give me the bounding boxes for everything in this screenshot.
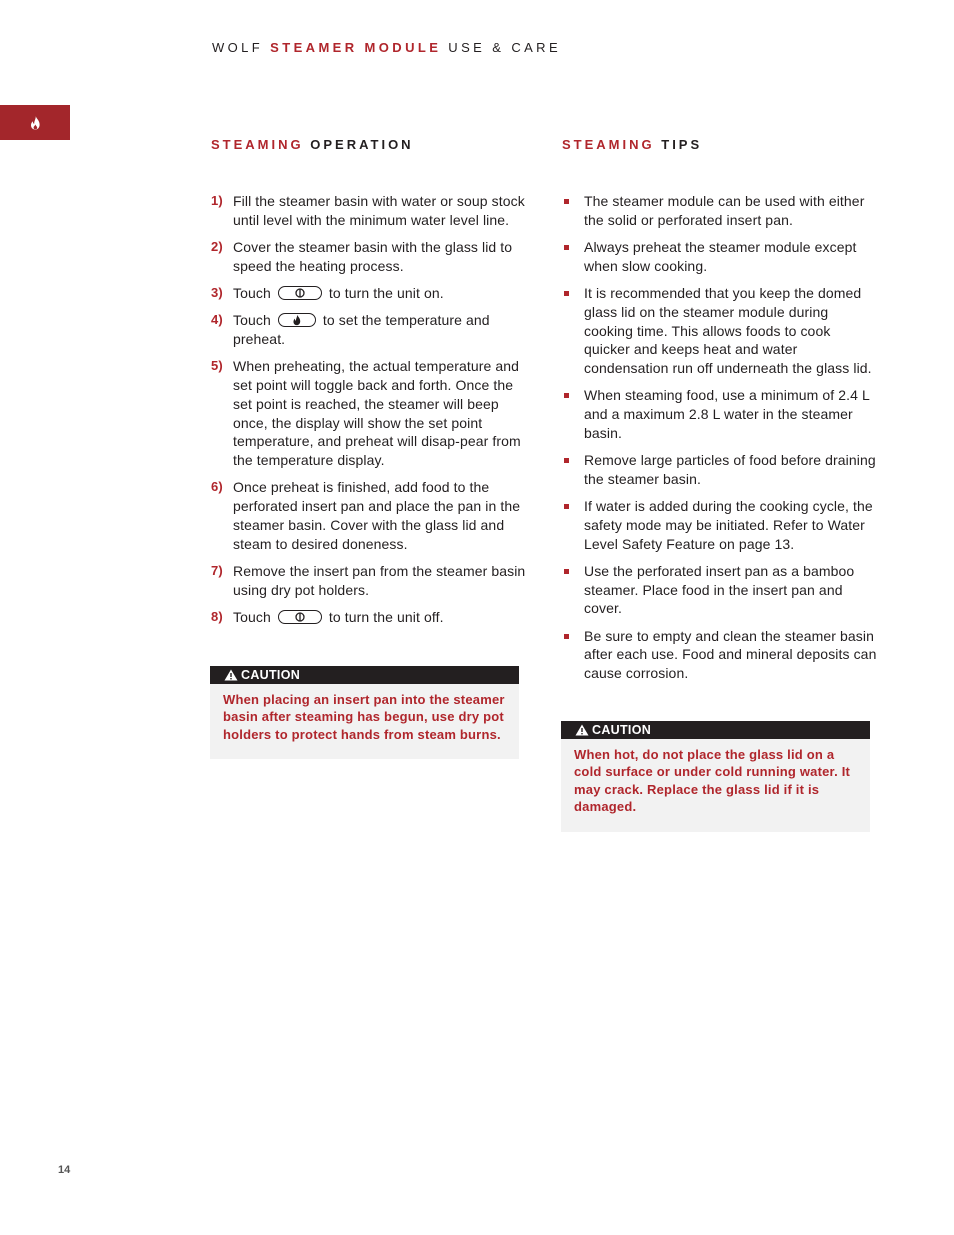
operation-heading-rest: OPERATION: [310, 137, 414, 152]
step-text: to turn the unit off.: [328, 608, 444, 625]
caution-label: CAUTION: [241, 668, 301, 682]
tip-item: [562, 562, 880, 618]
tips-heading: [562, 137, 880, 152]
step-text: Once preheat is finished, add food to the perforated insert pan and place the pan in the steamer basin. Cover with the glass lid and steam to desired doneness.: [233, 479, 521, 552]
tips-list: [562, 192, 880, 683]
step-text: Fill the steamer basin with water or soup stock until level with the minimum water level line.: [233, 193, 525, 228]
tips-heading-rest: TIPS: [661, 137, 703, 152]
tip-item: [562, 386, 880, 442]
tip-item: [562, 451, 880, 489]
caution-label: CAUTION: [592, 723, 652, 737]
page-number: 14: [58, 1164, 71, 1176]
step-item: [211, 192, 531, 230]
tip-item: [562, 497, 880, 553]
header-product: STEAMER MODULE: [270, 40, 442, 55]
tip-item: [562, 238, 880, 276]
step-number: 2): [211, 238, 223, 254]
step-text: to turn the unit on.: [328, 284, 444, 301]
step-item: [211, 238, 531, 276]
tip-text: Always preheat the steamer module except when slow cooking.: [584, 238, 857, 274]
bullet-square-icon: [564, 291, 569, 296]
step-number: 7): [211, 562, 223, 578]
step-text: Touch: [233, 284, 271, 301]
tip-text: If water is added during the cooking cycle, the safety mode may be initiated. Refer to Water Level Safety Feature on page 13.: [584, 498, 873, 552]
step-item: [211, 284, 531, 303]
power-button-icon: [278, 286, 322, 300]
header-suffix: USE & CARE: [448, 40, 562, 55]
operation-heading-accent: STEAMING: [211, 137, 304, 152]
step-item: [211, 562, 531, 600]
bullet-square-icon: [564, 634, 569, 639]
step-item: [211, 478, 531, 553]
step-text: to set the temperature and preheat.: [233, 312, 490, 347]
step-item: [211, 608, 531, 627]
step-number: 8): [211, 608, 223, 624]
tips-heading-accent: STEAMING: [562, 137, 655, 152]
step-number: 3): [211, 284, 223, 300]
bullet-square-icon: [564, 199, 569, 204]
steam-button-icon: [278, 313, 316, 327]
step-text: Touch: [233, 312, 271, 329]
tip-text: The steamer module can be used with either the solid or perforated insert pan.: [584, 193, 865, 228]
flame-icon: [30, 116, 41, 130]
tip-item: [562, 284, 880, 378]
step-item: [211, 357, 531, 470]
running-header: [212, 40, 561, 55]
step-text: Remove the insert pan from the steamer basin using dry pot holders.: [233, 562, 526, 598]
step-text: Cover the steamer basin with the glass lid to speed the heating process.: [233, 238, 513, 274]
warning-icon: [575, 724, 589, 736]
bullet-square-icon: [564, 458, 569, 463]
bullet-square-icon: [564, 569, 569, 574]
caution-text: When hot, do not place the glass lid on a cold surface or under cold running water. It may crack. Replace the glass lid if it is damaged.: [574, 747, 851, 815]
step-number: 5): [211, 358, 223, 374]
caution-box-operation: [210, 666, 519, 759]
warning-icon: [224, 669, 238, 681]
bullet-square-icon: [564, 504, 569, 509]
step-text: Touch: [233, 608, 271, 625]
tips-column: [562, 137, 880, 691]
caution-header: [561, 721, 870, 739]
bullet-square-icon: [564, 393, 569, 398]
operation-steps: [211, 192, 531, 627]
tip-text: When steaming food, use a minimum of 2.4 L and a maximum 2.8 L water in the steamer basin.: [584, 387, 870, 441]
operation-heading: [211, 137, 531, 152]
step-item: [211, 311, 531, 349]
tip-text: Use the perforated insert pan as a bamboo steamer. Place food in the insert pan and cover.: [584, 562, 855, 617]
section-tab: [0, 105, 70, 140]
step-number: 6): [211, 479, 223, 495]
tip-text: It is recommended that you keep the domed glass lid on the steamer module during cooking time. This allows foods to cook quicker and keeps heat and water condensation run off underneath the glass lid.: [584, 284, 872, 377]
tip-text: Be sure to empty and clean the steamer basin after each use. Food and mineral deposits can cause corrosion.: [584, 627, 877, 682]
operation-column: [211, 137, 531, 635]
step-number: 1): [211, 193, 223, 208]
header-brand: WOLF: [212, 40, 264, 55]
bullet-square-icon: [564, 245, 569, 250]
tip-item: [562, 627, 880, 683]
caution-box-tips: [561, 721, 870, 832]
step-number: 4): [211, 312, 223, 328]
power-button-icon: [278, 610, 322, 624]
tip-text: Remove large particles of food before draining the steamer basin.: [584, 452, 876, 487]
caution-text: When placing an insert pan into the steamer basin after steaming has begun, use dry pot holders to protect hands from steam burns.: [223, 692, 505, 742]
caution-header: [210, 666, 519, 684]
step-text: When preheating, the actual temperature and set point will toggle back and forth. Once the set point is reached, the steamer will beep once, the display will show the set point temperature, and preheat will disap-pear from the temperature display.: [233, 358, 521, 469]
tip-item: [562, 192, 880, 230]
